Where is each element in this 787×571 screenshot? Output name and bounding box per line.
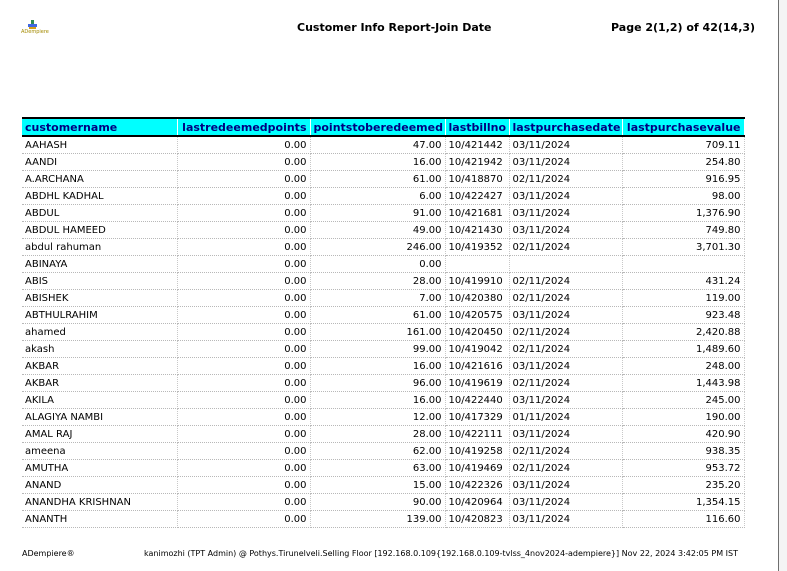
cell-lastredeemedpoints: 0.00 — [177, 494, 310, 511]
cell-lastpurchasedate: 03/11/2024 — [509, 136, 622, 154]
cell-lastpurchasevalue: 119.00 — [622, 290, 744, 307]
cell-pointstoberedeemed: 61.00 — [310, 307, 445, 324]
cell-lastredeemedpoints: 0.00 — [177, 136, 310, 154]
cell-lastredeemedpoints: 0.00 — [177, 409, 310, 426]
cell-lastpurchasevalue: 245.00 — [622, 392, 744, 409]
cell-lastpurchasedate: 03/11/2024 — [509, 205, 622, 222]
table-row — [22, 358, 744, 375]
table-row — [22, 426, 744, 443]
cell-customername: akash — [22, 341, 177, 358]
cell-pointstoberedeemed: 28.00 — [310, 273, 445, 290]
cell-customername: ANANTH — [22, 511, 177, 528]
cell-lastpurchasevalue: 254.80 — [622, 154, 744, 171]
cell-lastredeemedpoints: 0.00 — [177, 273, 310, 290]
cell-lastredeemedpoints: 0.00 — [177, 239, 310, 256]
page-indicator: Page 2(1,2) of 42(14,3) — [611, 21, 756, 34]
cell-lastredeemedpoints: 0.00 — [177, 511, 310, 528]
cell-pointstoberedeemed: 161.00 — [310, 324, 445, 341]
cell-lastpurchasevalue: 190.00 — [622, 409, 744, 426]
cell-lastpurchasevalue: 953.72 — [622, 460, 744, 477]
cell-pointstoberedeemed: 28.00 — [310, 426, 445, 443]
cell-lastbillno: 10/422440 — [445, 392, 509, 409]
cell-pointstoberedeemed: 63.00 — [310, 460, 445, 477]
table-row — [22, 154, 744, 171]
table-row — [22, 256, 744, 273]
adempiere-logo — [21, 20, 49, 36]
cell-lastpurchasevalue: 749.80 — [622, 222, 744, 239]
cell-customername: ABIS — [22, 273, 177, 290]
cell-lastpurchasevalue: 938.35 — [622, 443, 744, 460]
cell-customername: ABTHULRAHIM — [22, 307, 177, 324]
cell-customername: ABDHL KADHAL — [22, 188, 177, 205]
cell-customername: ABDUL HAMEED — [22, 222, 177, 239]
report-title: Customer Info Report-Join Date — [297, 21, 492, 34]
cell-lastbillno: 10/420380 — [445, 290, 509, 307]
cell-lastpurchasedate: 03/11/2024 — [509, 188, 622, 205]
cell-pointstoberedeemed: 0.00 — [310, 256, 445, 273]
cell-lastbillno: 10/419619 — [445, 375, 509, 392]
cell-lastbillno: 10/422427 — [445, 188, 509, 205]
cell-lastpurchasedate: 03/11/2024 — [509, 154, 622, 171]
cell-customername: AKBAR — [22, 358, 177, 375]
cell-pointstoberedeemed: 16.00 — [310, 358, 445, 375]
viewer-gutter — [779, 0, 787, 571]
cell-customername: AMAL RAJ — [22, 426, 177, 443]
cell-pointstoberedeemed: 90.00 — [310, 494, 445, 511]
cell-lastpurchasedate: 02/11/2024 — [509, 460, 622, 477]
table-row — [22, 222, 744, 239]
table-row — [22, 324, 744, 341]
cell-lastredeemedpoints: 0.00 — [177, 375, 310, 392]
cell-lastpurchasevalue — [622, 256, 744, 273]
cell-pointstoberedeemed: 7.00 — [310, 290, 445, 307]
cell-lastbillno: 10/419042 — [445, 341, 509, 358]
cell-pointstoberedeemed: 6.00 — [310, 188, 445, 205]
cell-customername: ABINAYA — [22, 256, 177, 273]
column-header-lastpurchasevalue: lastpurchasevalue — [622, 118, 744, 136]
footer-brand: ADempiere® — [22, 549, 75, 558]
cell-lastbillno: 10/419352 — [445, 239, 509, 256]
cell-lastbillno: 10/417329 — [445, 409, 509, 426]
column-header-lastredeemedpoints: lastredeemedpoints — [177, 118, 310, 136]
cell-lastpurchasevalue: 1,443.98 — [622, 375, 744, 392]
cell-lastbillno: 10/421616 — [445, 358, 509, 375]
cell-lastbillno: 10/419910 — [445, 273, 509, 290]
cell-pointstoberedeemed: 49.00 — [310, 222, 445, 239]
cell-lastpurchasedate: 03/11/2024 — [509, 222, 622, 239]
column-header-lastbillno: lastbillno — [445, 118, 509, 136]
table-body — [22, 136, 744, 528]
cell-lastpurchasedate: 01/11/2024 — [509, 409, 622, 426]
cell-customername: ANAND — [22, 477, 177, 494]
cell-lastbillno: 10/422111 — [445, 426, 509, 443]
cell-lastredeemedpoints: 0.00 — [177, 256, 310, 273]
cell-lastpurchasedate: 02/11/2024 — [509, 341, 622, 358]
cell-lastredeemedpoints: 0.00 — [177, 426, 310, 443]
cell-lastpurchasedate: 03/11/2024 — [509, 358, 622, 375]
cell-lastpurchasedate: 02/11/2024 — [509, 273, 622, 290]
cell-lastredeemedpoints: 0.00 — [177, 205, 310, 222]
cell-pointstoberedeemed: 12.00 — [310, 409, 445, 426]
cell-lastpurchasevalue: 1,376.90 — [622, 205, 744, 222]
cell-pointstoberedeemed: 96.00 — [310, 375, 445, 392]
cell-lastredeemedpoints: 0.00 — [177, 341, 310, 358]
cell-lastpurchasevalue: 709.11 — [622, 136, 744, 154]
column-header-lastpurchasedate: lastpurchasedate — [509, 118, 622, 136]
logo-text: ADempiere — [21, 29, 49, 35]
cell-customername: ANANDHA KRISHNAN — [22, 494, 177, 511]
cell-lastredeemedpoints: 0.00 — [177, 290, 310, 307]
cell-lastpurchasedate: 02/11/2024 — [509, 375, 622, 392]
cell-lastpurchasedate: 03/11/2024 — [509, 307, 622, 324]
cell-pointstoberedeemed: 99.00 — [310, 341, 445, 358]
cell-lastredeemedpoints: 0.00 — [177, 154, 310, 171]
cell-pointstoberedeemed: 139.00 — [310, 511, 445, 528]
cell-lastpurchasevalue: 431.24 — [622, 273, 744, 290]
cell-pointstoberedeemed: 91.00 — [310, 205, 445, 222]
cell-customername: ALAGIYA NAMBI — [22, 409, 177, 426]
cell-customername: ABDUL — [22, 205, 177, 222]
table-row — [22, 188, 744, 205]
table-row — [22, 443, 744, 460]
cell-lastpurchasedate: 03/11/2024 — [509, 477, 622, 494]
cell-lastpurchasedate — [509, 256, 622, 273]
cell-lastpurchasedate: 02/11/2024 — [509, 171, 622, 188]
cell-lastpurchasedate: 03/11/2024 — [509, 426, 622, 443]
cell-lastpurchasevalue: 916.95 — [622, 171, 744, 188]
cell-customername: AKILA — [22, 392, 177, 409]
cell-customername: ahamed — [22, 324, 177, 341]
cell-customername: AANDI — [22, 154, 177, 171]
cell-lastbillno: 10/422326 — [445, 477, 509, 494]
cell-lastbillno: 10/421442 — [445, 136, 509, 154]
cell-lastpurchasevalue: 420.90 — [622, 426, 744, 443]
table-row — [22, 273, 744, 290]
cell-lastredeemedpoints: 0.00 — [177, 443, 310, 460]
cell-lastbillno: 10/420823 — [445, 511, 509, 528]
customer-info-table — [22, 117, 745, 528]
cell-lastbillno: 10/420964 — [445, 494, 509, 511]
cell-customername: AMUTHA — [22, 460, 177, 477]
cell-lastredeemedpoints: 0.00 — [177, 392, 310, 409]
cell-pointstoberedeemed: 47.00 — [310, 136, 445, 154]
table-header-row — [22, 118, 744, 136]
cell-lastpurchasevalue: 1,489.60 — [622, 341, 744, 358]
table-row — [22, 136, 744, 154]
column-header-pointstoberedeemed: pointstoberedeemed — [310, 118, 445, 136]
cell-lastredeemedpoints: 0.00 — [177, 222, 310, 239]
table-row — [22, 392, 744, 409]
cell-lastredeemedpoints: 0.00 — [177, 324, 310, 341]
cell-lastredeemedpoints: 0.00 — [177, 358, 310, 375]
table-row — [22, 375, 744, 392]
cell-pointstoberedeemed: 15.00 — [310, 477, 445, 494]
table-row — [22, 239, 744, 256]
cell-lastpurchasedate: 02/11/2024 — [509, 239, 622, 256]
cell-pointstoberedeemed: 61.00 — [310, 171, 445, 188]
cell-lastpurchasevalue: 248.00 — [622, 358, 744, 375]
cell-pointstoberedeemed: 246.00 — [310, 239, 445, 256]
cell-customername: ABISHEK — [22, 290, 177, 307]
cell-lastpurchasevalue: 923.48 — [622, 307, 744, 324]
cell-lastbillno: 10/421942 — [445, 154, 509, 171]
table-row — [22, 171, 744, 188]
cell-lastpurchasevalue: 3,701.30 — [622, 239, 744, 256]
cell-lastpurchasevalue: 1,354.15 — [622, 494, 744, 511]
table-row — [22, 205, 744, 222]
table-row — [22, 477, 744, 494]
cell-lastbillno: 10/420450 — [445, 324, 509, 341]
table-row — [22, 341, 744, 358]
cell-lastredeemedpoints: 0.00 — [177, 188, 310, 205]
cell-lastpurchasedate: 03/11/2024 — [509, 392, 622, 409]
cell-lastbillno: 10/419258 — [445, 443, 509, 460]
table-row — [22, 409, 744, 426]
cell-pointstoberedeemed: 62.00 — [310, 443, 445, 460]
cell-lastpurchasevalue: 2,420.88 — [622, 324, 744, 341]
column-header-customername: customername — [22, 118, 177, 136]
cell-lastpurchasedate: 03/11/2024 — [509, 494, 622, 511]
cell-customername: abdul rahuman — [22, 239, 177, 256]
table-row — [22, 290, 744, 307]
cell-lastbillno: 10/419469 — [445, 460, 509, 477]
cell-lastpurchasedate: 02/11/2024 — [509, 443, 622, 460]
cell-lastbillno — [445, 256, 509, 273]
cell-lastpurchasevalue: 235.20 — [622, 477, 744, 494]
cell-lastpurchasevalue: 116.60 — [622, 511, 744, 528]
cell-lastbillno: 10/421430 — [445, 222, 509, 239]
cell-lastpurchasevalue: 98.00 — [622, 188, 744, 205]
cell-lastredeemedpoints: 0.00 — [177, 460, 310, 477]
cell-lastpurchasedate: 02/11/2024 — [509, 324, 622, 341]
table-row — [22, 494, 744, 511]
footer-session-info: kanimozhi (TPT Admin) @ Pothys.Tirunelveli.Selling Floor [192.168.0.109{192.168.0.109-tvlss_4nov2024-adempiere}] Nov 22, 2024 3:42:05 PM IST — [144, 549, 738, 558]
cell-customername: ameena — [22, 443, 177, 460]
table-row — [22, 511, 744, 528]
table-row — [22, 460, 744, 477]
cell-lastpurchasedate: 03/11/2024 — [509, 511, 622, 528]
cell-customername: A.ARCHANA — [22, 171, 177, 188]
table-row — [22, 307, 744, 324]
cell-pointstoberedeemed: 16.00 — [310, 154, 445, 171]
cell-customername: AKBAR — [22, 375, 177, 392]
cell-lastbillno: 10/418870 — [445, 171, 509, 188]
cell-lastpurchasedate: 02/11/2024 — [509, 290, 622, 307]
cell-customername: AAHASH — [22, 136, 177, 154]
cell-lastredeemedpoints: 0.00 — [177, 171, 310, 188]
cell-lastredeemedpoints: 0.00 — [177, 307, 310, 324]
cell-lastredeemedpoints: 0.00 — [177, 477, 310, 494]
cell-lastbillno: 10/420575 — [445, 307, 509, 324]
cell-lastbillno: 10/421681 — [445, 205, 509, 222]
logo-mark-icon — [28, 20, 37, 29]
cell-pointstoberedeemed: 16.00 — [310, 392, 445, 409]
